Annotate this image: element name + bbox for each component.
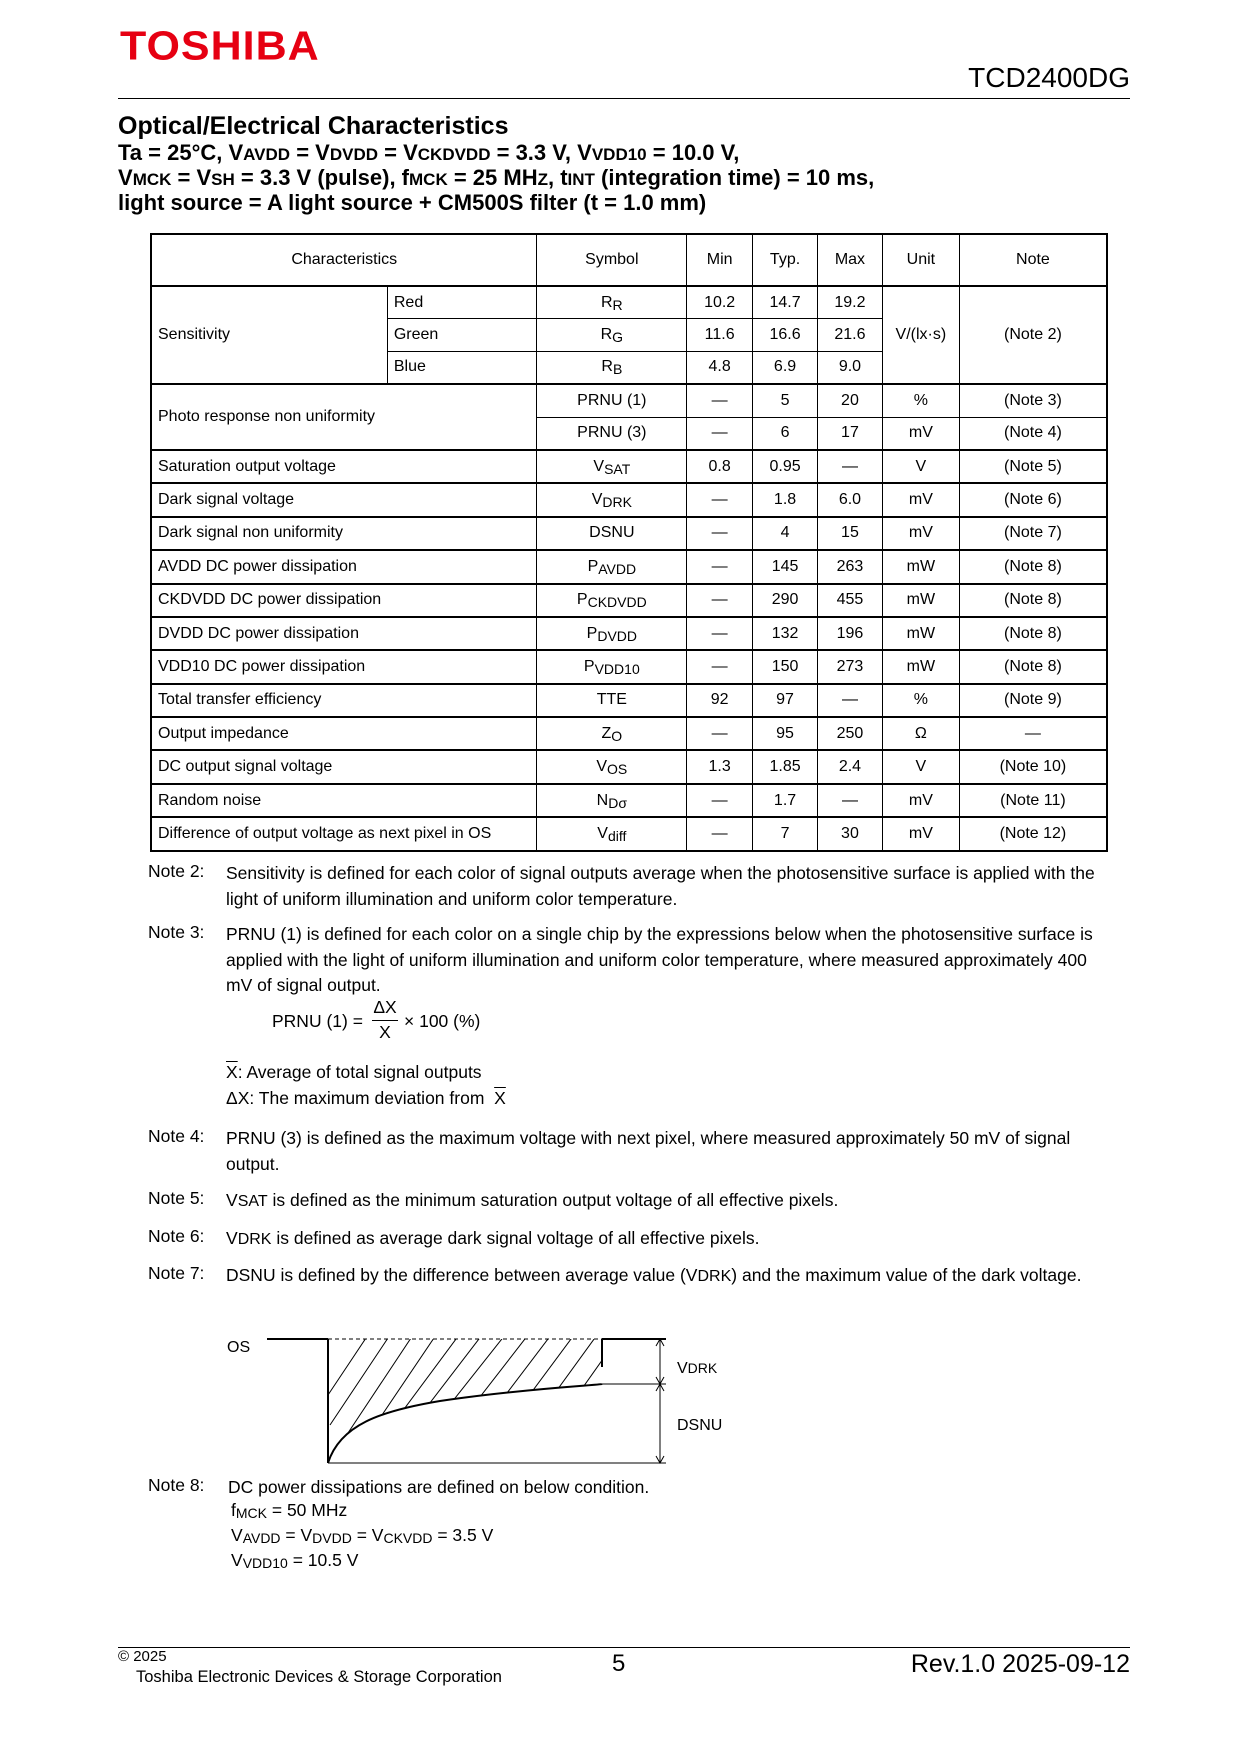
note-4-text: PRNU (3) is defined as the maximum voltage with next pixel, where measured approximately 50 mV of signal output.: [226, 1128, 1071, 1174]
max-value: 19.2: [818, 286, 883, 319]
symbol-main: P: [576, 591, 588, 609]
deltax-xbar-symbol: $\overline{X}$: [494, 1088, 506, 1108]
footer-revision: Rev.1.0 2025-09-12: [910, 1650, 1130, 1678]
note-value: (Note 4): [959, 417, 1107, 450]
symbol-cell: [537, 817, 687, 850]
footer-copyright: © 2025: [118, 1648, 167, 1665]
table-row: [151, 750, 1107, 783]
symbol-subscript: OS: [607, 761, 628, 778]
note-value: (Note 10): [959, 750, 1107, 783]
typ-value: 132: [753, 617, 818, 650]
symbol-main: R: [600, 326, 613, 344]
symbol-cell: [537, 750, 687, 783]
table-row: [151, 584, 1107, 617]
header-max: Max: [818, 234, 883, 286]
header-symbol: Symbol: [537, 234, 687, 286]
section-title: Optical/Electrical Characteristics: [118, 112, 509, 140]
symbol-cell: [537, 784, 687, 817]
note-8-text: DC power dissipations are defined on below condition.: [228, 1477, 650, 1497]
conditions-line-1: Ta = 25°C, VAVDD = VDVDD = VCKDVDD = 3.3 V, VVDD10 = 10.0 V,: [118, 140, 740, 165]
symbol-cell: [537, 550, 687, 583]
characteristic-label: Dark signal voltage: [151, 483, 537, 516]
symbol-cell: [537, 319, 687, 351]
min-value: 1.3: [687, 750, 753, 783]
header-typ: Typ.: [753, 234, 818, 286]
table-row: [151, 617, 1107, 650]
max-value: —: [818, 450, 883, 483]
typ-value: 4: [753, 517, 818, 550]
table-row: [151, 684, 1107, 717]
table-row: [151, 450, 1107, 483]
note-4-label: Note 4:: [148, 1126, 205, 1146]
part-number: TCD2400DG: [968, 62, 1130, 93]
note-8-condition-3: VVDD10 = 10.5 V: [231, 1550, 359, 1571]
characteristic-label: Random noise: [151, 784, 537, 817]
symbol-cell: [537, 483, 687, 516]
table-row: [151, 384, 1107, 417]
xbar-symbol: $\overline{X}$: [226, 1062, 238, 1082]
note-3-label: Note 3:: [148, 922, 205, 942]
max-value: 273: [818, 650, 883, 683]
xbar-text: : Average of total signal outputs: [237, 1062, 482, 1082]
unit-value: V/(lx·s): [882, 286, 959, 384]
symbol-main: P: [586, 624, 598, 642]
symbol-subscript: diff: [607, 827, 627, 844]
header-min: Min: [687, 234, 753, 286]
symbol-subscript: Dσ: [608, 794, 627, 811]
symbol-subscript: R: [612, 296, 623, 313]
characteristic-label: VDD10 DC power dissipation: [151, 650, 537, 683]
min-value: —: [687, 617, 753, 650]
sym-value: PRNU (3): [537, 417, 687, 450]
symbol-main: P: [587, 557, 599, 575]
characteristic-label: Total transfer efficiency: [151, 684, 537, 717]
max-value: 15: [818, 517, 883, 550]
note-8-condition-1: fMCK = 50 MHz: [231, 1500, 348, 1521]
toshiba-logo: TOSHIBA: [120, 23, 320, 69]
table-row: [151, 517, 1107, 550]
header-characteristics: Characteristics: [151, 234, 537, 286]
formula-denominator: X: [379, 1022, 391, 1042]
header-rule: [118, 98, 1130, 99]
formula-rhs: × 100 (%): [404, 1011, 481, 1031]
symbol-main: DSNU: [589, 524, 635, 542]
typ-value: 290: [753, 584, 818, 617]
table-row: [151, 817, 1107, 850]
unit-value: mW: [882, 650, 959, 683]
note-value: (Note 11): [959, 784, 1107, 817]
symbol-cell: [537, 584, 687, 617]
note-8-condition-2: VAVDD = VDVDD = VCKVDD = 3.5 V: [231, 1525, 494, 1546]
os-label: OS: [227, 1339, 251, 1356]
symbol-subscript: B: [612, 361, 623, 378]
typ-value: 16.6: [753, 319, 818, 351]
symbol-main: R: [600, 293, 613, 311]
unit-value: %: [882, 384, 959, 417]
color-label: Green: [387, 319, 537, 351]
footer-rule: [118, 1647, 1130, 1648]
deltax-text: ΔX: The maximum deviation from: [226, 1088, 485, 1108]
min-value: —: [687, 650, 753, 683]
typ-value: 145: [753, 550, 818, 583]
max-value: —: [818, 784, 883, 817]
header-note: Note: [959, 234, 1107, 286]
table-row: [151, 650, 1107, 683]
characteristic-label: AVDD DC power dissipation: [151, 550, 537, 583]
note-value: —: [959, 717, 1107, 750]
note-value: (Note 5): [959, 450, 1107, 483]
characteristic-label: Saturation output voltage: [151, 450, 537, 483]
table-row: [151, 286, 1107, 319]
sym-value: PRNU (1): [537, 384, 687, 417]
note-2-text: Sensitivity is defined for each color of signal outputs average when the photosensitive surface is applied with the light of uniform illumination and uniform color temperature.: [226, 863, 1095, 909]
note-value: (Note 6): [959, 483, 1107, 516]
symbol-subscript: VDD10: [594, 660, 640, 677]
symbol-main: R: [601, 358, 613, 376]
typ-value: 5: [753, 384, 818, 417]
symbol-main: Z: [601, 724, 612, 742]
unit-value: mV: [882, 517, 959, 550]
note-7-label: Note 7:: [148, 1263, 205, 1283]
max-value: 196: [818, 617, 883, 650]
typ-value: 0.95: [753, 450, 818, 483]
conditions-line-2: VMCK = VSH = 3.3 V (pulse), fMCK = 25 MHZ, tINT (integration time) = 10 ms,: [118, 165, 875, 190]
note-2-label: Note 2:: [148, 861, 205, 881]
max-value: 9.0: [818, 351, 883, 384]
characteristic-label: CKDVDD DC power dissipation: [151, 584, 537, 617]
hatch-area: [328, 1335, 620, 1455]
unit-value: V: [882, 750, 959, 783]
note-6-label: Note 6:: [148, 1226, 205, 1246]
table-row: [151, 550, 1107, 583]
header-unit: Unit: [882, 234, 959, 286]
max-value: 17: [818, 417, 883, 450]
min-value: 0.8: [687, 450, 753, 483]
note-value: (Note 8): [959, 650, 1107, 683]
symbol-cell: [537, 717, 687, 750]
typ-value: 6.9: [753, 351, 818, 384]
symbol-main: P: [583, 657, 595, 675]
symbol-subscript: SAT: [604, 460, 631, 477]
symbol-subscript: CKDVDD: [587, 594, 647, 611]
symbol-cell: [537, 517, 687, 550]
max-value: 30: [818, 817, 883, 850]
unit-value: mW: [882, 617, 959, 650]
dsnu-label: DSNU: [677, 1417, 723, 1434]
table-row: [151, 717, 1107, 750]
note-value: (Note 8): [959, 550, 1107, 583]
max-value: 6.0: [818, 483, 883, 516]
max-value: 250: [818, 717, 883, 750]
unit-value: mV: [882, 483, 959, 516]
min-value: 92: [687, 684, 753, 717]
max-value: 2.4: [818, 750, 883, 783]
min-value: 11.6: [687, 319, 753, 351]
characteristic-label: Dark signal non uniformity: [151, 517, 537, 550]
note-6-text: VDRK is defined as average dark signal voltage of all effective pixels.: [226, 1228, 760, 1248]
symbol-main: N: [596, 791, 609, 809]
color-label: Red: [387, 286, 537, 319]
typ-value: 1.85: [753, 750, 818, 783]
typ-value: 150: [753, 650, 818, 683]
min-value: —: [687, 483, 753, 516]
symbol-subscript: DRK: [602, 494, 632, 511]
formula-numerator: ΔX: [373, 997, 397, 1017]
max-value: 455: [818, 584, 883, 617]
symbol-main: TTE: [596, 691, 627, 709]
characteristic-label: Difference of output voltage as next pixel in OS: [151, 817, 537, 850]
characteristics-table: [150, 233, 1108, 852]
vdrk-label: VDRK: [677, 1360, 718, 1377]
max-value: 21.6: [818, 319, 883, 351]
deltax-definition: [226, 1088, 506, 1109]
min-value: —: [687, 784, 753, 817]
table-row: [151, 784, 1107, 817]
note-7-text: DSNU is defined by the difference between average value (VDRK) and the maximum value of the dark voltage.: [226, 1265, 1082, 1285]
max-value: —: [818, 684, 883, 717]
unit-value: mV: [882, 784, 959, 817]
min-value: —: [687, 517, 753, 550]
typ-value: 95: [753, 717, 818, 750]
fraction-bar: [372, 1020, 398, 1021]
sensitivity-label: Sensitivity: [151, 286, 387, 384]
symbol-subscript: DVDD: [597, 627, 637, 644]
symbol-cell: [537, 617, 687, 650]
symbol-subscript: G: [612, 329, 624, 346]
symbol-cell: [537, 351, 687, 384]
min-value: 10.2: [687, 286, 753, 319]
note-5-label: Note 5:: [148, 1188, 205, 1208]
characteristic-label: DC output signal voltage: [151, 750, 537, 783]
symbol-main: V: [591, 491, 603, 509]
note-5-text: VSAT is defined as the minimum saturation output voltage of all effective pixels.: [226, 1190, 839, 1210]
unit-value: mW: [882, 550, 959, 583]
typ-value: 6: [753, 417, 818, 450]
symbol-main: V: [596, 758, 608, 776]
symbol-main: V: [593, 457, 605, 475]
note-8-label: Note 8:: [148, 1475, 205, 1495]
typ-value: 97: [753, 684, 818, 717]
xbar-definition: [226, 1062, 482, 1083]
dark-signal-curve: [328, 1384, 602, 1463]
page-number: 5: [612, 1650, 626, 1677]
table-row: [151, 483, 1107, 516]
symbol-subscript: AVDD: [598, 560, 637, 577]
note-value: (Note 3): [959, 384, 1107, 417]
min-value: —: [687, 817, 753, 850]
typ-value: 7: [753, 817, 818, 850]
note-value: (Note 8): [959, 584, 1107, 617]
min-value: 4.8: [687, 351, 753, 384]
unit-value: Ω: [882, 717, 959, 750]
symbol-cell: [537, 684, 687, 717]
min-value: —: [687, 384, 753, 417]
conditions-line-3: light source = A light source + CM500S filter (t = 1.0 mm): [118, 190, 707, 215]
note-value: (Note 7): [959, 517, 1107, 550]
max-value: 20: [818, 384, 883, 417]
symbol-main: V: [597, 824, 608, 842]
unit-value: mV: [882, 417, 959, 450]
characteristic-label: Output impedance: [151, 717, 537, 750]
unit-value: %: [882, 684, 959, 717]
max-value: 263: [818, 550, 883, 583]
color-label: Blue: [387, 351, 537, 384]
table-header-row: [151, 234, 1107, 286]
characteristic-label: DVDD DC power dissipation: [151, 617, 537, 650]
typ-value: 1.8: [753, 483, 818, 516]
min-value: —: [687, 550, 753, 583]
footer-company: Toshiba Electronic Devices & Storage Corporation: [136, 1668, 502, 1686]
note-3-text: PRNU (1) is defined for each color on a single chip by the expressions below when the photosensitive surface is applied with the light of uniform illumination and uniform color temperature, where measured approximately 400 mV of signal output.: [226, 924, 1093, 995]
symbol-cell: [537, 286, 687, 319]
formula-lhs: PRNU (1) =: [272, 1011, 363, 1031]
note-value: (Note 8): [959, 617, 1107, 650]
unit-value: V: [882, 450, 959, 483]
typ-value: 1.7: [753, 784, 818, 817]
min-value: —: [687, 584, 753, 617]
typ-value: 14.7: [753, 286, 818, 319]
symbol-cell: [537, 650, 687, 683]
dsnu-diagram: [220, 1335, 740, 1470]
prnu-label: Photo response non uniformity: [151, 384, 537, 450]
symbol-subscript: O: [611, 727, 623, 744]
min-value: —: [687, 717, 753, 750]
unit-value: mW: [882, 584, 959, 617]
unit-value: mV: [882, 817, 959, 850]
min-value: —: [687, 417, 753, 450]
note-value: (Note 12): [959, 817, 1107, 850]
note-ref: (Note 2): [959, 286, 1107, 384]
note-value: (Note 9): [959, 684, 1107, 717]
symbol-cell: [537, 450, 687, 483]
